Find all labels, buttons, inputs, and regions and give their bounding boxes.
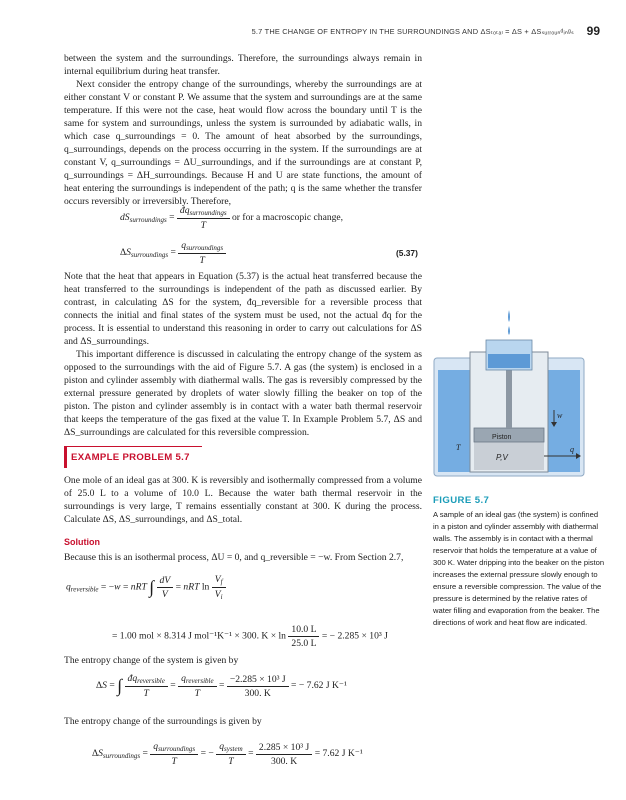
figure-caption-text: A sample of an ideal gas (the system) is confined in a piston and cylinder assembly with diathermal walls. The assembly is in contact with a thermal reservoir that holds the temperature at a value of 300 K. Water dripping into the beaker on the piston increases the external pressure slowly enough to ensure a reversible compression. The value of the pressure is determined by the relative rates of water filling and evaporation from the beaker. The directions of work and heat flow are indicated. xyxy=(433,510,605,627)
ds-numerator: −2.285 × 10³ J xyxy=(227,674,289,687)
ds-result: = − 7.62 J K⁻¹ xyxy=(291,680,347,692)
paragraph-4: This important difference is discussed in calculating the entropy change of the system as opposed to the surroundings with the aid of Figure 5.7. A gas (the system) is enclosed in a piston and cylinder assembly with diathermal walls. The gas is reversibly compressed by the external pressure generated by droplets of water slowly filling the beaker on top of the piston. The piston and cylinder assembly is in contact with a water bath thermal reservoir that keeps the temperature of the gas fixed at the value T. In Example Problem 5.7, ΔS and ΔS_surroundings are calculated for this reversible compression. xyxy=(64,349,422,438)
ratio-numerator: 10.0 L xyxy=(288,624,319,637)
example-problem-banner xyxy=(64,446,202,468)
surroundings-entropy-intro xyxy=(64,715,422,728)
equation-number: (5.37) xyxy=(396,248,418,258)
numeric-line: = 1.00 mol × 8.314 J mol⁻¹K⁻¹ × 300. K × ln xyxy=(112,630,286,642)
paragraph-3: Note that the heat that appears in Equation (5.37) is the actual heat transferred because the heat transferred to the surroundings is independent of the path as discussed earlier. By contrast, in calculating ΔS for the system, đq_reversible for a reversible process that connects the initial and final states of the system must be used, not the actual đq for the process. It is essential to understand this reasoning in order to carry out calculations for ΔS and ΔS_surroundings. xyxy=(64,271,422,347)
example-title: EXAMPLE PROBLEM 5.7 xyxy=(71,452,190,463)
page-number: 99 xyxy=(586,24,600,38)
example-problem-text xyxy=(64,474,422,526)
solution-line-1 xyxy=(64,551,422,564)
piston-cylinder-illustration xyxy=(430,300,610,480)
equation-q-reversible: $q_{reversible} = -w$ = nRT ∫ $\frac{dV}{V}$ = nRT ln $\frac{V_f}{V_i}$ xyxy=(66,574,226,601)
equation-delta-S-system: ΔS = ∫ $\frac{đq_{reversible}}{T}$ = $\frac{q_{reversible}}{T}$ = $\frac{\text{−2.285 × 10³ J}}{300. K}$ = − 7.62 J K⁻¹ xyxy=(96,673,347,699)
ratio-denominator: 25.0 L xyxy=(291,638,317,649)
pv-label: P,V xyxy=(496,453,508,462)
numeric-result: = − 2.285 × 10³ J xyxy=(321,630,388,642)
paragraph-1: between the system and the surroundings. Therefore, the surroundings always remain in internal equilibrium during heat transfer. xyxy=(64,53,422,77)
water-droplet xyxy=(508,326,510,335)
equation-dS-surroundings: $dS_{surroundings}$ = $\frac{đq_{surroundings}}{T}$ or for a macroscopic change, xyxy=(120,205,344,231)
dss-numerator: 2.285 × 10³ J xyxy=(256,742,312,755)
figure-5-7 xyxy=(430,300,610,480)
ds-denominator: 300. K xyxy=(244,687,271,699)
figure-title: FIGURE 5.7 xyxy=(433,495,490,506)
paragraph-2: Next consider the entropy change of the surroundings, whereby the surroundings are at either constant V or constant P. We assume that the system and surroundings are at the same temperature. If this were not the case, heat would flow across the boundary until T is the same for system and surroundings, unless the system is surrounded by adiabatic walls, in which case q_surroundings = 0. The amount of heat absorbed by the surroundings, q_surroundings, depends on the process occurring in the system. If the surroundings are at constant V, q_surroundings = ΔU_surroundings, and if the surroundings are at constant P, q_surroundings = ΔH_surroundings. Because H and U are state functions, the amount of heat entering the surroundings is independent of the path; q is the same whether the transfer occurs reversibly or irreversibly. Therefore, xyxy=(64,79,422,207)
running-header xyxy=(0,24,626,40)
beaker-water xyxy=(488,354,530,368)
equation-delta-S-surroundings-result: $\Delta S_{surroundings}$ = $\frac{q_{surroundings}}{T}$ = − $\frac{q_{system}}{T}$ = $\frac{\text{2.285 × 10³ J}}{300. K}$ = 7.62 J K⁻¹ xyxy=(92,741,363,767)
gas-region xyxy=(474,442,544,470)
water-droplet xyxy=(508,310,510,322)
main-text xyxy=(64,52,422,208)
equation-numeric xyxy=(112,624,388,649)
equation-suffix: or for a macroscopic change, xyxy=(232,212,344,224)
example-problem-statement: One mole of an ideal gas at 300. K is reversibly and isothermally compressed from a volume of 25.0 L to a volume of 10.0 L. Because the water bath thermal reservoir in the surroundings is very large, T remains essentially constant at 300. K during the process. Calculate ΔS, ΔS_surroundings, and ΔS_total. xyxy=(64,475,422,525)
piston-label: Piston xyxy=(492,434,512,441)
main-text-2 xyxy=(64,270,422,439)
figure-caption xyxy=(433,495,605,629)
running-title: 5.7 THE CHANGE OF ENTROPY IN THE SURROUNDINGS AND ΔSₜₒₜₐₗ = ΔS + ΔSₛᵤᵣᵣₒᵤₙᵈᵢₙᵍₛ xyxy=(251,27,574,36)
system-entropy-text: The entropy change of the system is given by xyxy=(64,655,239,666)
dss-denominator: 300. K xyxy=(271,755,298,767)
dss-result: = 7.62 J K⁻¹ xyxy=(314,748,363,760)
banner-rule xyxy=(64,446,202,447)
solution-text-1: Because this is an isothermal process, ΔU = 0, and q_reversible = −w. From Section 2.7, xyxy=(64,552,404,563)
work-label: w xyxy=(557,411,563,420)
system-entropy-intro xyxy=(64,654,422,667)
surroundings-entropy-text: The entropy change of the surroundings is given by xyxy=(64,716,262,727)
equation-delta-S-surroundings: $\Delta S_{surroundings}$ = $\frac{q_{surroundings}}{T}$ xyxy=(120,240,226,266)
heat-label: q xyxy=(570,445,574,454)
temperature-label: T xyxy=(456,443,461,452)
solution-label: Solution xyxy=(64,537,100,547)
banner-bar xyxy=(64,446,67,468)
